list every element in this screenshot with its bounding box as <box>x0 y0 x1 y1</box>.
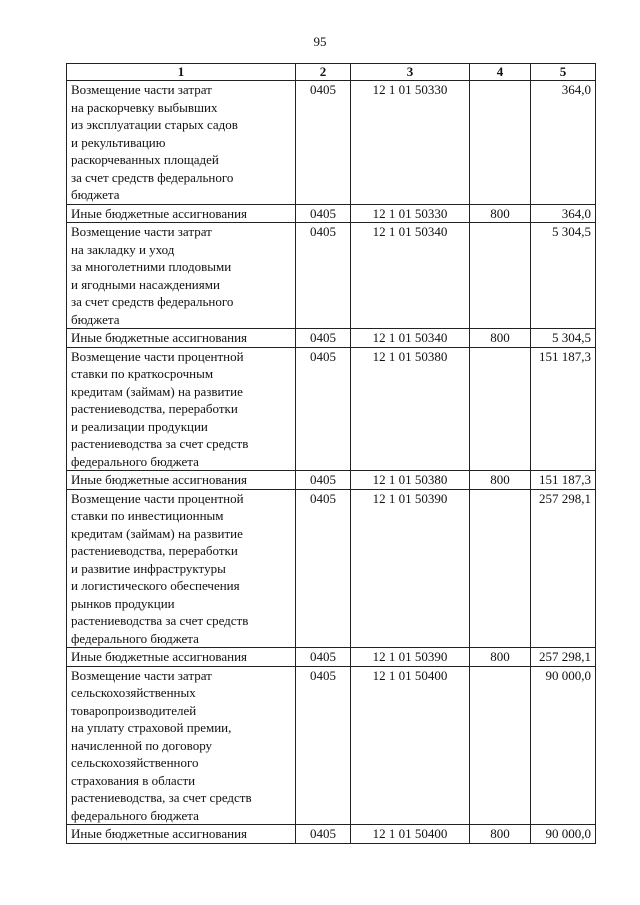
table-row <box>67 648 596 667</box>
expense-type: 800 <box>470 329 531 348</box>
expense-type <box>470 223 531 329</box>
row-name: Возмещение части процентной ставки по инвестиционным кредитам (займам) на развитие растениеводства, переработки и развитие инфраструктуры и логистического обеспечения рынков продукции растениеводства за счет средств федерального бюджета <box>67 489 296 648</box>
table-row <box>67 81 596 205</box>
section-code: 0405 <box>296 471 351 490</box>
column-header: 3 <box>351 64 470 81</box>
target-article-code: 12 1 01 50330 <box>351 81 470 205</box>
section-code: 0405 <box>296 347 351 471</box>
page-number: 95 <box>313 34 327 49</box>
section-code: 0405 <box>296 825 351 844</box>
expense-type: 800 <box>470 648 531 667</box>
target-article-code: 12 1 01 50330 <box>351 204 470 223</box>
section-code: 0405 <box>296 666 351 825</box>
target-article-code: 12 1 01 50380 <box>351 471 470 490</box>
row-name: Возмещение части затрат на закладку и уход за многолетними плодовыми и ягодными насаждениями за счет средств федерального бюджета <box>67 223 296 329</box>
target-article-code: 12 1 01 50400 <box>351 825 470 844</box>
amount: 5 304,5 <box>531 223 596 329</box>
column-header: 5 <box>531 64 596 81</box>
section-code: 0405 <box>296 489 351 648</box>
target-article-code: 12 1 01 50390 <box>351 489 470 648</box>
amount: 257 298,1 <box>531 489 596 648</box>
table-row <box>67 223 596 329</box>
amount: 151 187,3 <box>531 471 596 490</box>
table-row <box>67 489 596 648</box>
target-article-code: 12 1 01 50340 <box>351 223 470 329</box>
amount: 257 298,1 <box>531 648 596 667</box>
expense-type <box>470 666 531 825</box>
budget-table <box>66 63 596 844</box>
section-code: 0405 <box>296 81 351 205</box>
section-code: 0405 <box>296 648 351 667</box>
section-code: 0405 <box>296 204 351 223</box>
table-row <box>67 204 596 223</box>
amount: 364,0 <box>531 204 596 223</box>
expense-type <box>470 489 531 648</box>
target-article-code: 12 1 01 50380 <box>351 347 470 471</box>
amount: 90 000,0 <box>531 825 596 844</box>
expense-type: 800 <box>470 471 531 490</box>
section-code: 0405 <box>296 329 351 348</box>
section-code: 0405 <box>296 223 351 329</box>
amount: 364,0 <box>531 81 596 205</box>
row-name: Возмещение части процентной ставки по краткосрочным кредитам (займам) на развитие растениеводства, переработки и реализации продукции растениеводства за счет средств федерального бюджета <box>67 347 296 471</box>
table-row <box>67 347 596 471</box>
target-article-code: 12 1 01 50400 <box>351 666 470 825</box>
row-name: Иные бюджетные ассигнования <box>67 471 296 490</box>
row-name: Иные бюджетные ассигнования <box>67 329 296 348</box>
row-name: Иные бюджетные ассигнования <box>67 825 296 844</box>
expense-type: 800 <box>470 825 531 844</box>
target-article-code: 12 1 01 50340 <box>351 329 470 348</box>
column-header: 1 <box>67 64 296 81</box>
table-row <box>67 666 596 825</box>
amount: 151 187,3 <box>531 347 596 471</box>
expense-type: 800 <box>470 204 531 223</box>
table-row <box>67 329 596 348</box>
row-name: Иные бюджетные ассигнования <box>67 648 296 667</box>
row-name: Иные бюджетные ассигнования <box>67 204 296 223</box>
row-name: Возмещение части затрат на раскорчевку выбывших из эксплуатации старых садов и рекультивацию раскорчеванных площадей за счет средств федерального бюджета <box>67 81 296 205</box>
column-header: 2 <box>296 64 351 81</box>
amount: 5 304,5 <box>531 329 596 348</box>
expense-type <box>470 347 531 471</box>
target-article-code: 12 1 01 50390 <box>351 648 470 667</box>
column-header: 4 <box>470 64 531 81</box>
expense-type <box>470 81 531 205</box>
table-row <box>67 825 596 844</box>
row-name: Возмещение части затрат сельскохозяйственных товаропроизводителей на уплату страховой премии, начисленной по договору сельскохозяйственного страхования в области растениеводства, за счет средств федерального бюджета <box>67 666 296 825</box>
amount: 90 000,0 <box>531 666 596 825</box>
table-header-row <box>67 64 596 81</box>
table-row <box>67 471 596 490</box>
